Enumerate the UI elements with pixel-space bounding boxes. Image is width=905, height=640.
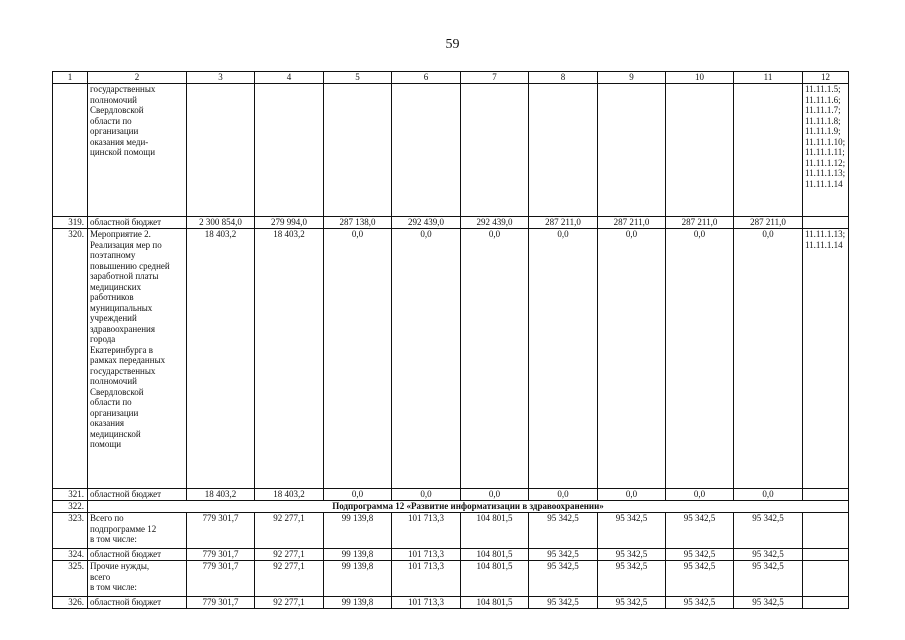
value-cell: 779 301,7 (187, 513, 255, 549)
value-cell: 95 342,5 (529, 549, 598, 561)
subprogram-title: Подпрограмма 12 «Развитие информатизации в здравоохранении» (88, 501, 849, 513)
value-cell: 95 342,5 (734, 597, 803, 609)
row-name: Прочие нужды, всего в том числе: (88, 561, 187, 597)
value-cell: 95 342,5 (598, 513, 666, 549)
value-cell: 18 403,2 (255, 229, 324, 489)
row-number: 324. (53, 549, 88, 561)
value-cell: 95 342,5 (734, 513, 803, 549)
value-cell: 92 277,1 (255, 549, 324, 561)
value-cell: 287 211,0 (666, 217, 734, 229)
row-number: 319. (53, 217, 88, 229)
value-cell (734, 84, 803, 217)
target-indicators (803, 561, 849, 597)
target-indicators: 11.11.1.5; 11.11.1.6; 11.11.1.7; 11.11.1.8; 11.11.1.9; 11.11.1.10; 11.11.1.11; 11.11.1.12; 11.11.1.13; 11.11.1.14 (803, 84, 849, 217)
row-name: государственных полномочий Свердловской области по организации оказания меди- цинской помощи (88, 84, 187, 217)
value-cell: 0,0 (392, 229, 461, 489)
value-cell: 95 342,5 (734, 561, 803, 597)
value-cell: 0,0 (392, 489, 461, 501)
value-cell: 95 342,5 (666, 561, 734, 597)
budget-table (52, 71, 849, 609)
value-cell (666, 84, 734, 217)
value-cell: 99 139,8 (324, 561, 392, 597)
table-row (53, 229, 849, 489)
column-number-row (53, 72, 849, 84)
column-number: 5 (324, 72, 392, 84)
value-cell: 104 801,5 (461, 513, 529, 549)
row-name: областной бюджет (88, 597, 187, 609)
target-indicators (803, 597, 849, 609)
table-row (53, 513, 849, 549)
value-cell: 0,0 (461, 229, 529, 489)
value-cell: 95 342,5 (529, 513, 598, 549)
target-indicators (803, 549, 849, 561)
value-cell: 0,0 (734, 229, 803, 489)
value-cell: 95 342,5 (666, 597, 734, 609)
value-cell: 18 403,2 (187, 229, 255, 489)
value-cell: 18 403,2 (187, 489, 255, 501)
value-cell: 0,0 (529, 229, 598, 489)
column-number: 4 (255, 72, 324, 84)
value-cell: 287 211,0 (734, 217, 803, 229)
row-number: 323. (53, 513, 88, 549)
value-cell: 779 301,7 (187, 597, 255, 609)
column-number: 7 (461, 72, 529, 84)
value-cell: 0,0 (324, 489, 392, 501)
table-row (53, 84, 849, 217)
column-number: 12 (803, 72, 849, 84)
value-cell: 99 139,8 (324, 549, 392, 561)
value-cell: 95 342,5 (529, 597, 598, 609)
table-row (53, 561, 849, 597)
value-cell: 0,0 (734, 489, 803, 501)
column-number: 11 (734, 72, 803, 84)
value-cell: 779 301,7 (187, 561, 255, 597)
row-name: Всего по подпрограмме 12 в том числе: (88, 513, 187, 549)
row-name: Мероприятие 2. Реализация мер по поэтапному повышению средней заработной платы медицинских работников муниципальных учреждений здравоохранения города Екатеринбурга в рамках переданных государственных полномочий Свердловской области по организации оказания медицинской помощи (88, 229, 187, 489)
column-number: 8 (529, 72, 598, 84)
value-cell (187, 84, 255, 217)
table-row (53, 489, 849, 501)
value-cell: 104 801,5 (461, 597, 529, 609)
row-number: 326. (53, 597, 88, 609)
value-cell: 92 277,1 (255, 597, 324, 609)
value-cell: 0,0 (324, 229, 392, 489)
row-name: областной бюджет (88, 549, 187, 561)
target-indicators (803, 513, 849, 549)
row-name: областной бюджет (88, 217, 187, 229)
value-cell: 95 342,5 (598, 597, 666, 609)
value-cell: 0,0 (666, 489, 734, 501)
value-cell: 99 139,8 (324, 513, 392, 549)
target-indicators (803, 489, 849, 501)
target-indicators (803, 217, 849, 229)
value-cell: 18 403,2 (255, 489, 324, 501)
column-number: 3 (187, 72, 255, 84)
value-cell: 92 277,1 (255, 513, 324, 549)
value-cell: 279 994,0 (255, 217, 324, 229)
column-number: 2 (88, 72, 187, 84)
value-cell: 779 301,7 (187, 549, 255, 561)
value-cell: 287 138,0 (324, 217, 392, 229)
value-cell: 287 211,0 (529, 217, 598, 229)
value-cell: 0,0 (598, 489, 666, 501)
value-cell: 95 342,5 (529, 561, 598, 597)
row-number: 322. (53, 501, 88, 513)
value-cell: 95 342,5 (598, 549, 666, 561)
row-name: областной бюджет (88, 489, 187, 501)
column-number: 6 (392, 72, 461, 84)
table-row (53, 597, 849, 609)
value-cell: 0,0 (461, 489, 529, 501)
value-cell: 0,0 (666, 229, 734, 489)
page-number: 59 (445, 37, 460, 52)
table-row (53, 501, 849, 513)
table-row (53, 549, 849, 561)
row-number: 320. (53, 229, 88, 489)
value-cell: 95 342,5 (598, 561, 666, 597)
value-cell: 0,0 (529, 489, 598, 501)
value-cell: 2 300 854,0 (187, 217, 255, 229)
value-cell: 95 342,5 (734, 549, 803, 561)
row-number (53, 84, 88, 217)
value-cell (392, 84, 461, 217)
column-number: 1 (53, 72, 88, 84)
target-indicators: 11.11.1.13; 11.11.1.14 (803, 229, 849, 489)
row-number: 325. (53, 561, 88, 597)
value-cell: 101 713,3 (392, 513, 461, 549)
value-cell: 101 713,3 (392, 561, 461, 597)
column-number: 10 (666, 72, 734, 84)
table-row (53, 217, 849, 229)
value-cell: 0,0 (598, 229, 666, 489)
value-cell: 104 801,5 (461, 549, 529, 561)
value-cell (529, 84, 598, 217)
value-cell (461, 84, 529, 217)
value-cell: 95 342,5 (666, 549, 734, 561)
value-cell: 101 713,3 (392, 597, 461, 609)
value-cell: 95 342,5 (666, 513, 734, 549)
column-number: 9 (598, 72, 666, 84)
value-cell: 287 211,0 (598, 217, 666, 229)
row-number: 321. (53, 489, 88, 501)
value-cell: 92 277,1 (255, 561, 324, 597)
value-cell (255, 84, 324, 217)
value-cell: 292 439,0 (461, 217, 529, 229)
value-cell: 101 713,3 (392, 549, 461, 561)
value-cell: 292 439,0 (392, 217, 461, 229)
value-cell: 99 139,8 (324, 597, 392, 609)
value-cell (324, 84, 392, 217)
value-cell: 104 801,5 (461, 561, 529, 597)
value-cell (598, 84, 666, 217)
